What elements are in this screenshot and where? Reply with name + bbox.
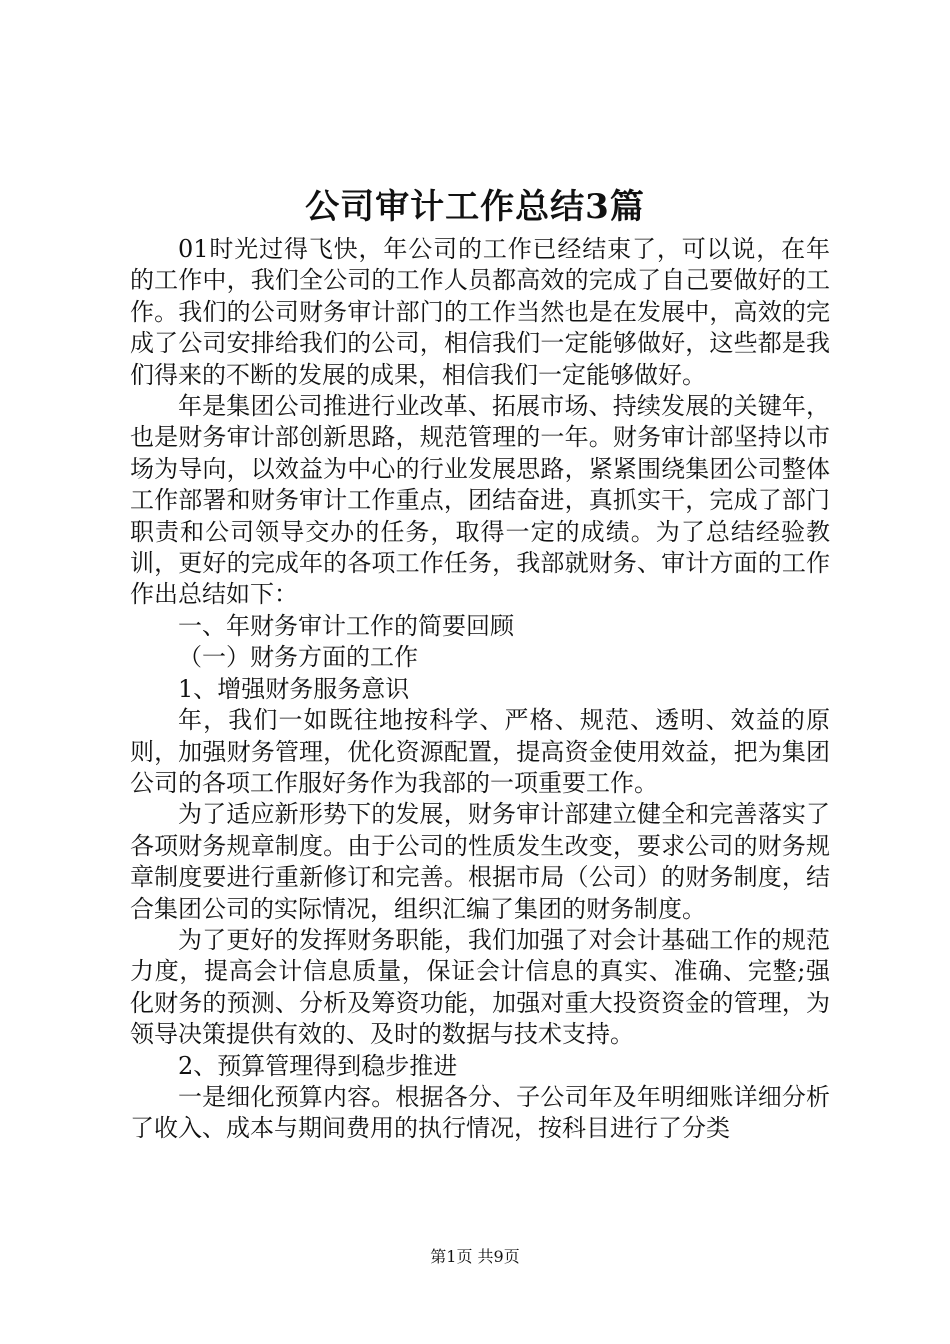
body-paragraph: 一是细化预算内容。根据各分、子公司年及年明细账详细分析了收入、成本与期间费用的执行情况，按科目进行了分类 xyxy=(130,1082,830,1143)
subsection-heading: （一）财务方面的工作 xyxy=(178,643,418,672)
body-paragraph: 年，我们一如既往地按科学、严格、规范、透明、效益的原则，加强财务管理，优化资源配置，提高资金使用效益，把为集团公司的各项工作服好务作为我部的一项重要工作。 xyxy=(130,706,830,797)
body-paragraph: 为了更好的发挥财务职能，我们加强了对会计基础工作的规范力度，提高会计信息质量，保证会计信息的真实、准确、完整;强化财务的预测、分析及筹资功能，加强对重大投资资金的管理，为领导决策提供有效的、及时的数据与技术支持。 xyxy=(130,925,830,1049)
item-heading: 1、增强财务服务意识 xyxy=(178,674,410,703)
body-paragraph: 01时光过得飞快，年公司的工作已经结束了，可以说，在年的工作中，我们全公司的工作人员都高效的完成了自己要做好的工作。我们的公司财务审计部门的工作当然也是在发展中，高效的完成了公司安排给我们的公司，相信我们一定能够做好，这些都是我们得来的不断的发展的成果，相信我们一定能够做好。 xyxy=(130,235,830,389)
section-heading: 一、年财务审计工作的简要回顾 xyxy=(178,611,514,640)
page-footer: 第1页 共9页 xyxy=(430,1247,520,1266)
document-body xyxy=(130,234,830,1145)
item-heading: 2、预算管理得到稳步推进 xyxy=(178,1051,458,1080)
document-title: 公司审计工作总结3篇 xyxy=(305,187,645,227)
body-paragraph: 为了适应新形势下的发展，财务审计部建立健全和完善落实了各项财务规章制度。由于公司的性质发生改变，要求公司的财务规章制度要进行重新修订和完善。根据市局（公司）的财务制度，结合集团公司的实际情况，组织汇编了集团的财务制度。 xyxy=(130,800,830,923)
body-paragraph: 年是集团公司推进行业改革、拓展市场、持续发展的关键年，也是财务审计部创新思路，规范管理的一年。财务审计部坚持以市场为导向，以效益为中心的行业发展思路，紧紧围绕集团公司整体工作部署和财务审计工作重点，团结奋进，真抓实干，完成了部门职责和公司领导交办的任务，取得一定的成绩。为了总结经验教训，更好的完成年的各项工作任务，我部就财务、审计方面的工作作出总结如下： xyxy=(130,392,830,609)
